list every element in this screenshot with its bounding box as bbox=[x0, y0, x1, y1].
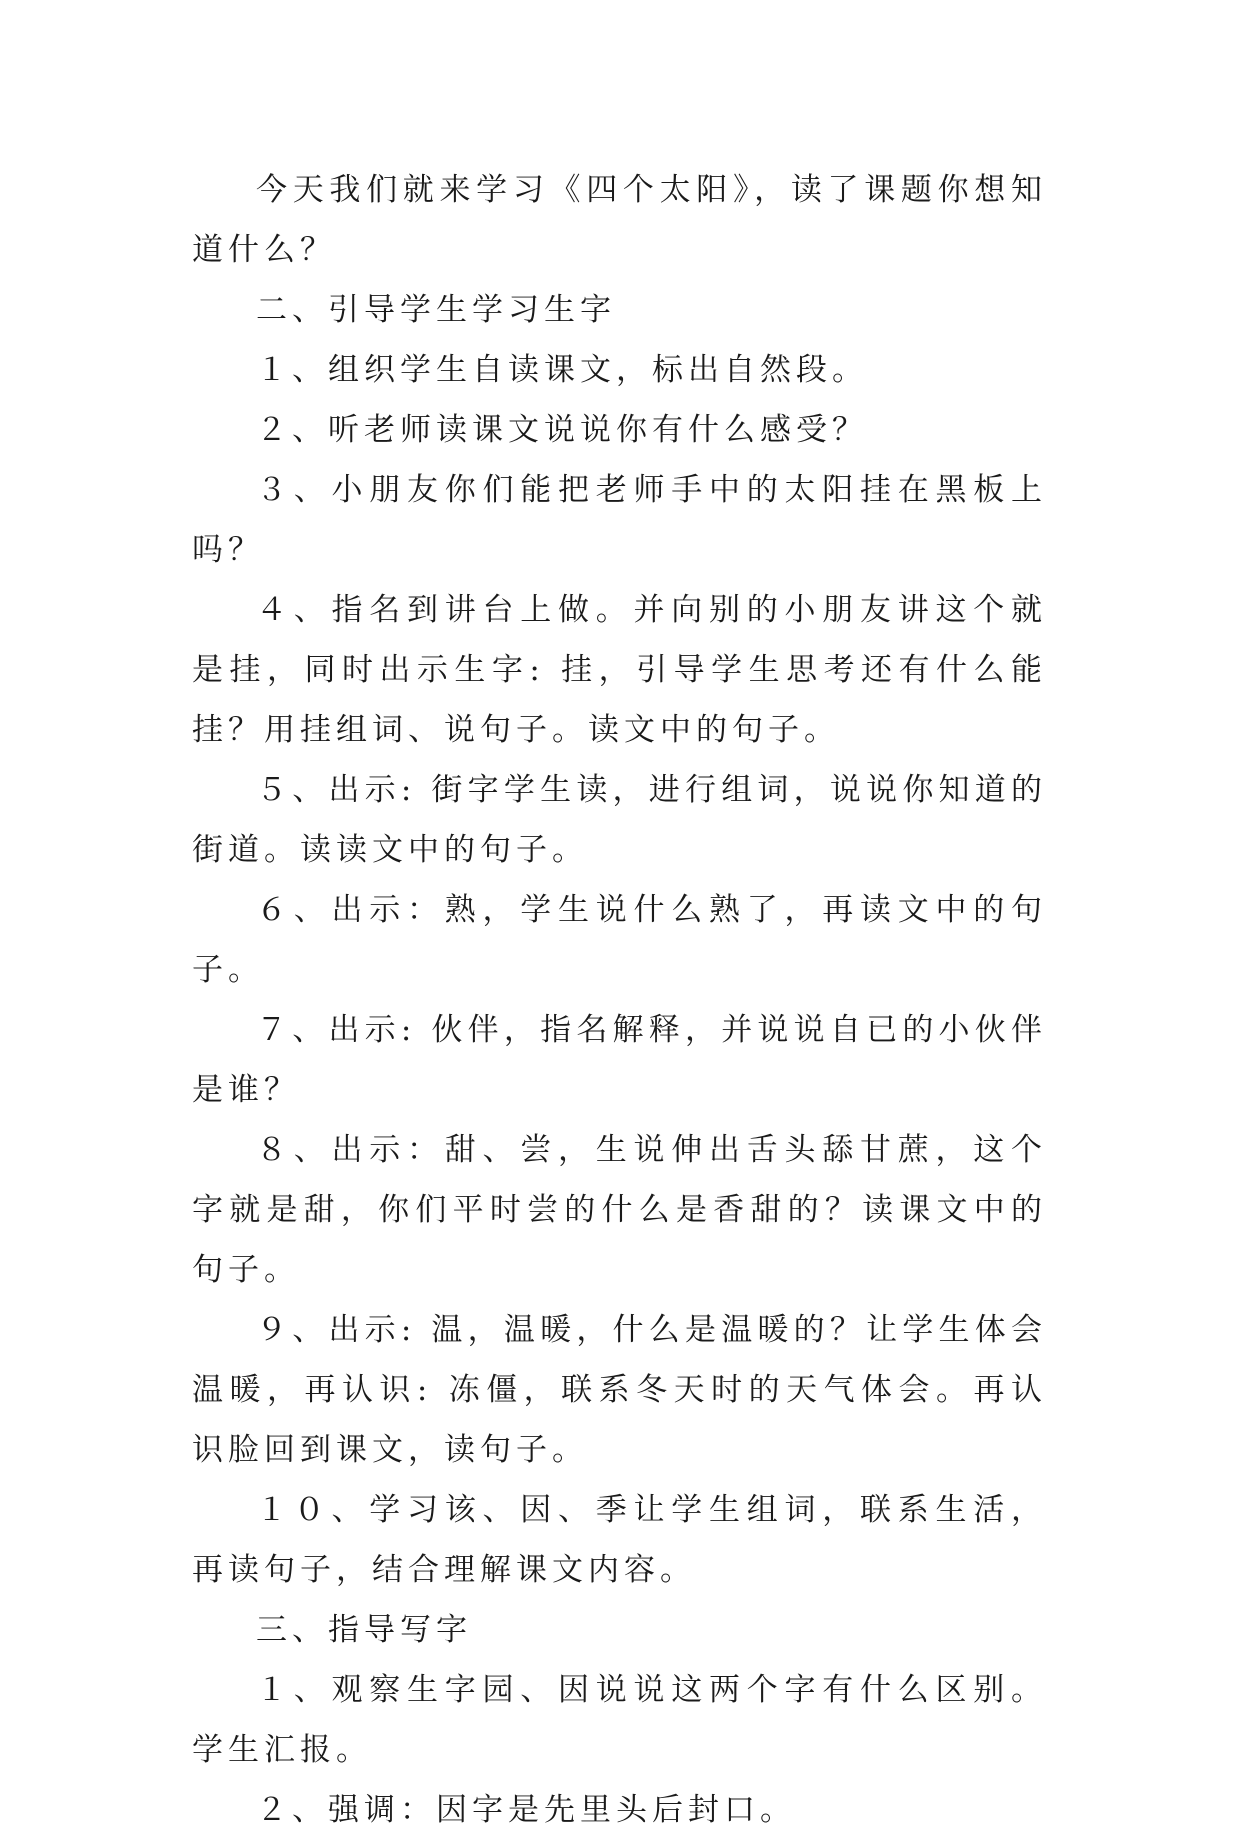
list-item: ９、出示: 温，温暖，什么是温暖的？让学生体会温暖，再认识: 冻僵，联系冬天时的天气体会。再认识脸回到课文，读句子。 bbox=[192, 1312, 1047, 1468]
list-item: ６、出示：熟，学生说什么熟了，再读文中的句子。 bbox=[192, 892, 1047, 988]
list-item: ３、小朋友你们能把老师手中的太阳挂在黑板上吗？ bbox=[192, 472, 1047, 568]
list-item: ５、出示: 街字学生读，进行组词，说说你知道的街道。读读文中的句子。 bbox=[192, 772, 1047, 868]
list-item: ４、指名到讲台上做。并向别的小朋友讲这个就是挂，同时出示生字: 挂，引导学生思考还有什么能挂？用挂组词、说句子。读文中的句子。 bbox=[192, 592, 1047, 748]
list-item: ２、听老师读课文说说你有什么感受？ bbox=[256, 412, 868, 448]
section-heading-3: 三、指导写字 bbox=[256, 1612, 472, 1648]
list-item: １０、学习该、因、季让学生组词，联系生活，再读句子，结合理解课文内容。 bbox=[192, 1492, 1047, 1588]
paragraph-intro: 今天我们就来学习《四个太阳》，读了课题你想知道什么？ bbox=[192, 172, 1047, 268]
list-item: ８、出示：甜、尝，生说伸出舌头舔甘蔗，这个字就是甜，你们平时尝的什么是香甜的？读课文中的句子。 bbox=[192, 1132, 1047, 1288]
list-item: １、观察生字园、因说说这两个字有什么区别。学生汇报。 bbox=[192, 1672, 1047, 1768]
list-item: ２、强调：因字是先里头后封口。 bbox=[256, 1792, 796, 1828]
list-item: １、组织学生自读课文，标出自然段。 bbox=[256, 352, 868, 388]
document-body bbox=[192, 160, 1047, 1840]
section-heading-2: 二、引导学生学习生字 bbox=[256, 292, 616, 328]
list-item: ７、出示: 伙伴，指名解释，并说说自已的小伙伴是谁？ bbox=[192, 1012, 1047, 1108]
